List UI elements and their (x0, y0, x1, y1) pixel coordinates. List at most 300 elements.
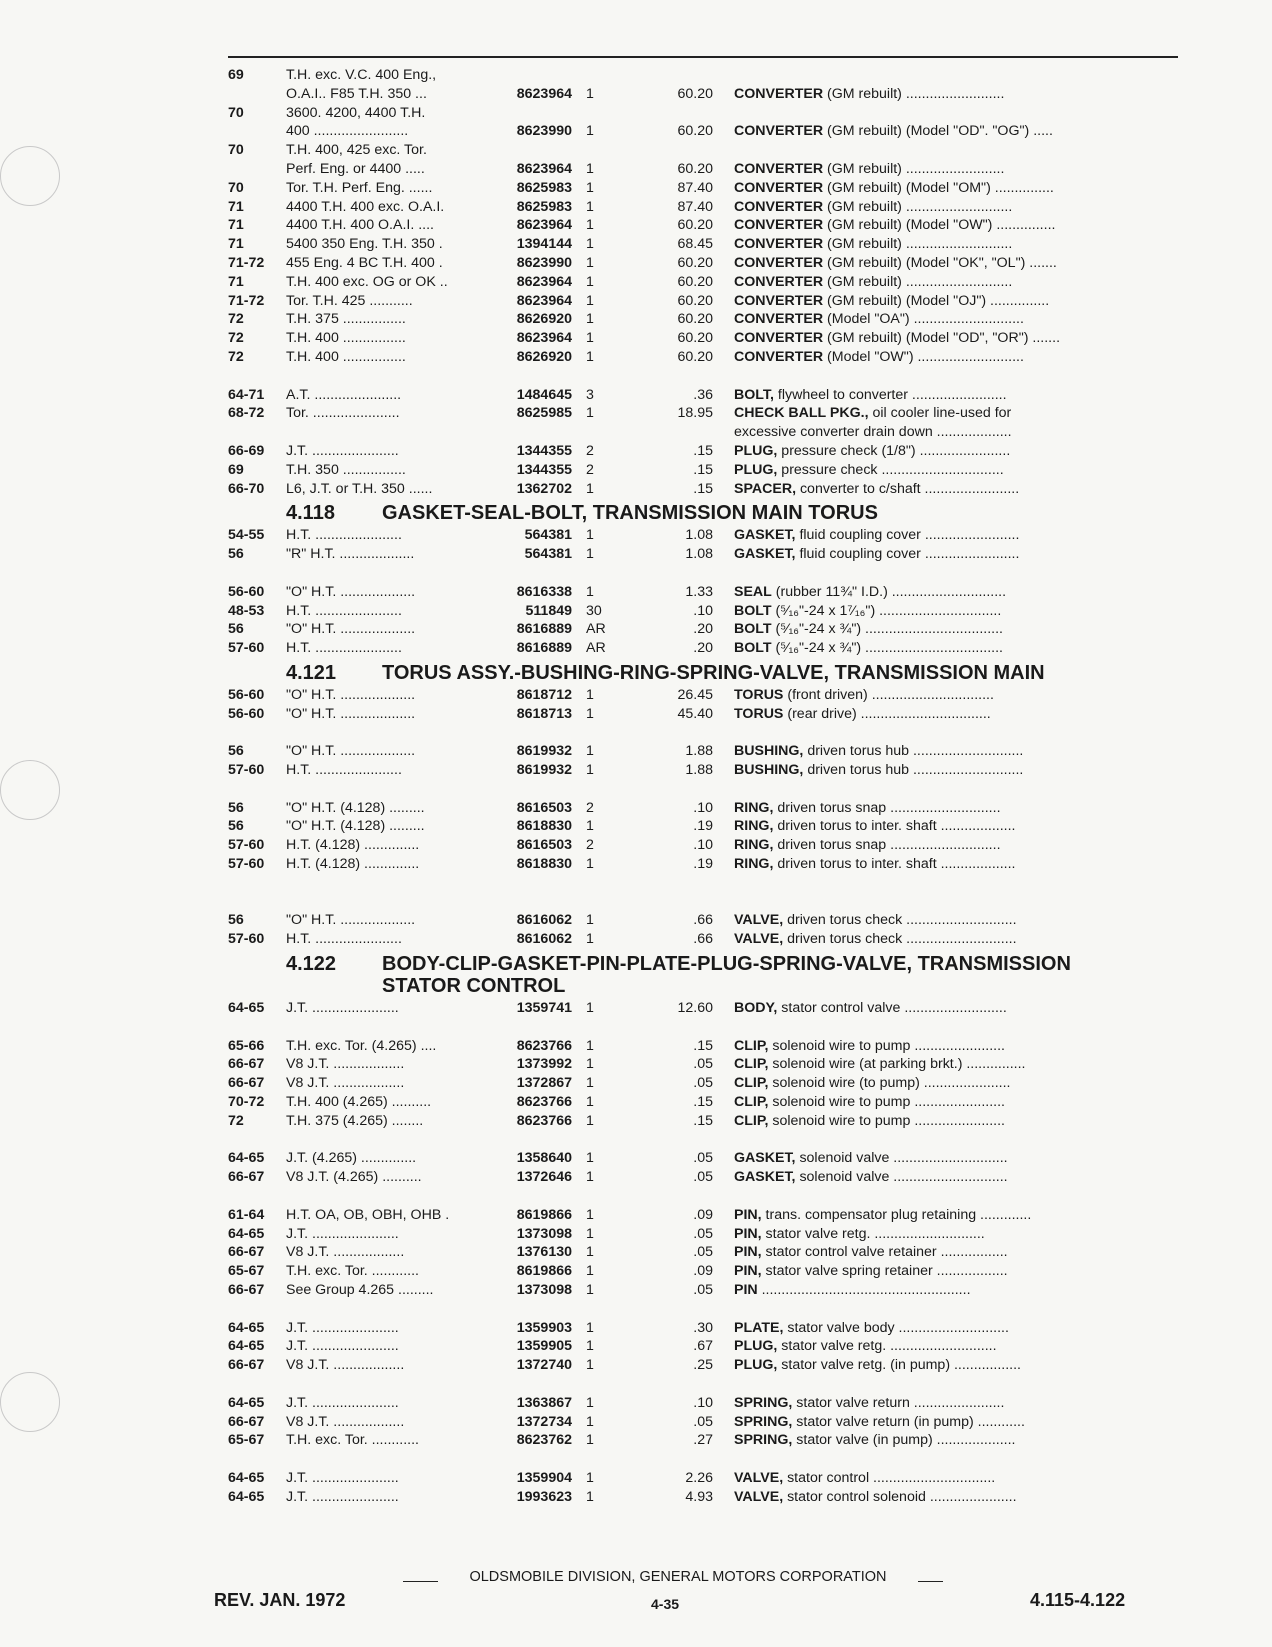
quantity: 1 (586, 1394, 594, 1411)
part-name: BOLT, (734, 386, 774, 403)
application: V8 J.T. .................. (286, 1056, 405, 1073)
description (734, 620, 1178, 639)
part-number: 8616338 (516, 583, 572, 600)
part-row (228, 799, 1178, 818)
part-detail: (⁵⁄₁₆"-24 x 1⁷⁄₁₆") ............................... (771, 602, 1002, 619)
part-row (228, 930, 1178, 949)
part-number: 1344355 (516, 442, 572, 459)
application: Perf. Eng. or 4400 ..... (286, 160, 425, 177)
quantity: 2 (586, 837, 594, 854)
description (734, 1243, 1178, 1262)
part-detail: (rubber 11¾" I.D.) ............................. (771, 583, 1007, 600)
part-detail: stator control solenoid ...................... (783, 1488, 1017, 1505)
model-year: 66-67 (228, 1282, 265, 1299)
spacer (228, 1375, 1178, 1394)
model-year: 70 (228, 104, 244, 121)
price: 87.40 (677, 179, 713, 196)
quantity: 1 (586, 1282, 594, 1299)
model-year: 66-67 (228, 1056, 265, 1073)
part-number: 8616889 (516, 640, 572, 657)
model-year: 71-72 (228, 254, 265, 271)
part-number: 1993623 (516, 1488, 572, 1505)
part-number: 1363867 (516, 1394, 572, 1411)
description (734, 1112, 1178, 1131)
part-detail: stator valve retg. (in pump) ................. (777, 1357, 1021, 1374)
application: "O" H.T. ................... (286, 705, 416, 722)
price: .05 (693, 1056, 713, 1073)
application: V8 J.T. .................. (286, 1244, 405, 1261)
part-detail: solenoid wire to pump ....................... (768, 1094, 1005, 1111)
application: Tor. ...................... (286, 405, 400, 422)
description (734, 160, 1178, 179)
section-heading (228, 502, 1178, 524)
part-name: CONVERTER (734, 348, 824, 365)
part-row (228, 761, 1178, 780)
quantity: 1 (586, 1357, 594, 1374)
quantity: 30 (586, 602, 602, 619)
application: A.T. ...................... (286, 386, 402, 403)
part-name: CONVERTER (734, 273, 824, 290)
model-year: 71 (228, 273, 244, 290)
description (734, 254, 1178, 273)
quantity: 1 (586, 348, 594, 365)
price: 18.95 (677, 405, 713, 422)
model-year: 64-65 (228, 1150, 265, 1167)
application: T.H. 400, 425 exc. Tor. (286, 142, 427, 159)
application: J.T. (4.265) .............. (286, 1150, 417, 1167)
part-name: SPRING, (734, 1432, 793, 1449)
part-detail: fluid coupling cover ........................ (795, 546, 1020, 563)
description (734, 348, 1178, 367)
application: T.H. 400 exc. OG or OK .. (286, 273, 448, 290)
binder-hole (0, 760, 60, 820)
description (734, 1037, 1178, 1056)
part-row (228, 705, 1178, 724)
part-detail: (GM rebuilt) (Model "OM") ............... (823, 179, 1054, 196)
application: "O" H.T. ................... (286, 912, 416, 929)
description (734, 1168, 1178, 1187)
part-name: GASKET, (734, 1169, 796, 1186)
part-detail: driven torus snap ............................ (773, 799, 1001, 816)
part-name: BUSHING, (734, 743, 804, 760)
part-number: 8618830 (516, 856, 572, 873)
price: .66 (693, 931, 713, 948)
description (734, 386, 1178, 405)
part-name: CONVERTER (734, 292, 824, 309)
quantity: 1 (586, 856, 594, 873)
description (734, 292, 1178, 311)
quantity: AR (586, 640, 606, 657)
price: 87.40 (677, 198, 713, 215)
part-row (228, 1225, 1178, 1244)
price: .15 (693, 1094, 713, 1111)
application: T.H. 400 (4.265) .......... (286, 1094, 432, 1111)
quantity: 1 (586, 686, 594, 703)
model-year: 71 (228, 217, 244, 234)
application: J.T. ...................... (286, 1488, 399, 1505)
quantity: 1 (586, 705, 594, 722)
part-row (228, 423, 1178, 442)
spacer (228, 367, 1178, 386)
description (734, 1281, 1178, 1300)
part-name: RING, (734, 837, 774, 854)
description (734, 198, 1178, 217)
description (734, 686, 1178, 705)
part-detail: solenoid valve ............................. (795, 1169, 1008, 1186)
part-name: VALVE, (734, 1488, 784, 1505)
footer-corporation (228, 1569, 1178, 1589)
part-detail: (GM rebuilt) (Model "OK", "OL") ....... (823, 254, 1057, 271)
part-row (228, 1112, 1178, 1131)
model-year: 56 (228, 799, 244, 816)
quantity: 1 (586, 1037, 594, 1054)
model-year: 57-60 (228, 931, 265, 948)
part-name: BOLT (734, 621, 772, 638)
model-year: 65-67 (228, 1263, 265, 1280)
description (734, 85, 1178, 104)
model-year: 56 (228, 546, 244, 563)
quantity: 1 (586, 1225, 594, 1242)
part-row (228, 742, 1178, 761)
quantity: 1 (586, 1000, 594, 1017)
part-detail: fluid coupling cover ........................ (795, 527, 1020, 544)
part-number: 8623990 (516, 254, 572, 271)
price: .19 (693, 818, 713, 835)
model-year: 68-72 (228, 405, 265, 422)
revision-date: REV. JAN. 1972 (214, 1590, 346, 1610)
part-detail: stator control ............................... (783, 1469, 996, 1486)
part-number: 1372867 (516, 1075, 572, 1092)
quantity: 1 (586, 1263, 594, 1280)
model-year: 72 (228, 311, 244, 328)
description (734, 602, 1178, 621)
part-detail: (GM rebuilt) (Model "OW") ............... (823, 217, 1056, 234)
part-name: PIN (734, 1282, 758, 1299)
part-number: 8623964 (516, 217, 572, 234)
part-number: 1359741 (516, 1000, 572, 1017)
part-name: BODY, (734, 1000, 778, 1017)
model-year: 72 (228, 330, 244, 347)
quantity: 1 (586, 330, 594, 347)
quantity: 2 (586, 442, 594, 459)
part-number: 8623990 (516, 123, 572, 140)
price: 60.20 (677, 85, 713, 102)
application: T.H. exc. Tor. (4.265) .... (286, 1037, 437, 1054)
price: .15 (693, 1112, 713, 1129)
model-year: 54-55 (228, 527, 265, 544)
part-detail: solenoid valve ............................. (795, 1150, 1008, 1167)
model-year: 56 (228, 912, 244, 929)
quantity: 1 (586, 546, 594, 563)
model-year: 66-67 (228, 1413, 265, 1430)
model-year: 66-67 (228, 1169, 265, 1186)
model-year: 64-65 (228, 1469, 265, 1486)
part-row (228, 1337, 1178, 1356)
part-name: CONVERTER (734, 330, 824, 347)
top-rule (228, 56, 1178, 58)
part-row (228, 1469, 1178, 1488)
part-detail: driven torus check ............................ (783, 912, 1017, 929)
model-year: 64-65 (228, 1394, 265, 1411)
model-year: 64-65 (228, 1488, 265, 1505)
model-year: 66-69 (228, 442, 265, 459)
part-number: 8623766 (516, 1037, 572, 1054)
model-year: 48-53 (228, 602, 265, 619)
part-name: VALVE, (734, 931, 784, 948)
quantity: 1 (586, 273, 594, 290)
part-number: 8619866 (516, 1206, 572, 1223)
part-name: CONVERTER (734, 179, 824, 196)
application: J.T. ...................... (286, 1000, 399, 1017)
part-detail: (GM rebuilt) (Model "OJ") ............... (823, 292, 1050, 309)
description (734, 1488, 1178, 1507)
part-number: 8616062 (516, 931, 572, 948)
price: 60.20 (677, 348, 713, 365)
section-heading (228, 953, 1178, 997)
part-name: PIN, (734, 1206, 762, 1223)
part-name: TORUS (734, 686, 784, 703)
application: "O" H.T. ................... (286, 621, 416, 638)
part-detail: solenoid wire to pump ....................... (768, 1037, 1005, 1054)
model-year: 66-67 (228, 1244, 265, 1261)
quantity: 1 (586, 311, 594, 328)
part-row (228, 273, 1178, 292)
part-number: 8623964 (516, 273, 572, 290)
part-number: 1376130 (516, 1244, 572, 1261)
part-detail: (rear drive) ................................. (783, 705, 991, 722)
part-detail: stator valve body ............................ (783, 1319, 1009, 1336)
part-number: 8619932 (516, 743, 572, 760)
application: "O" H.T. ................... (286, 583, 416, 600)
part-detail: driven torus check ............................ (783, 931, 1017, 948)
section-title: GASKET-SEAL-BOLT, TRANSMISSION MAIN TORUS (382, 502, 878, 525)
part-row (228, 122, 1178, 141)
description (734, 911, 1178, 930)
part-row (228, 911, 1178, 930)
part-detail: driven torus hub ............................ (803, 762, 1024, 779)
section-title: TORUS ASSY.-BUSHING-RING-SPRING-VALVE, TRANSMISSION MAIN (382, 661, 1045, 684)
part-row (228, 1243, 1178, 1262)
part-number: 8623964 (516, 292, 572, 309)
price: .20 (693, 640, 713, 657)
model-year: 72 (228, 1112, 244, 1129)
section-number: 4.121 (286, 661, 337, 684)
part-name: BOLT (734, 640, 772, 657)
quantity: 1 (586, 1432, 594, 1449)
application: Tor. T.H. 425 ........... (286, 292, 413, 309)
application: J.T. ...................... (286, 1225, 399, 1242)
part-row (228, 1093, 1178, 1112)
description (734, 329, 1178, 348)
description (734, 480, 1178, 499)
application: V8 J.T. .................. (286, 1413, 405, 1430)
price: .27 (693, 1432, 713, 1449)
part-number: 8623964 (516, 85, 572, 102)
spacer (228, 1018, 1178, 1037)
price: .19 (693, 856, 713, 873)
price: .05 (693, 1225, 713, 1242)
quantity: 2 (586, 799, 594, 816)
description (734, 461, 1178, 480)
part-name: RING, (734, 856, 774, 873)
description (734, 1469, 1178, 1488)
quantity: 1 (586, 123, 594, 140)
part-detail: solenoid wire to pump ....................... (768, 1112, 1005, 1129)
description (734, 1337, 1178, 1356)
part-number: 8619866 (516, 1263, 572, 1280)
part-number: 1362702 (516, 480, 572, 497)
part-name: PLUG, (734, 461, 778, 478)
part-row (228, 855, 1178, 874)
part-detail: excessive converter drain down ................... (734, 424, 1012, 441)
quantity: 1 (586, 1413, 594, 1430)
part-name: CONVERTER (734, 123, 824, 140)
part-name: GASKET, (734, 546, 796, 563)
quantity: 1 (586, 1056, 594, 1073)
part-name: CONVERTER (734, 311, 824, 328)
application: H.T. (4.128) .............. (286, 856, 420, 873)
spacer (228, 1450, 1178, 1469)
part-detail: solenoid wire (to pump) ...................... (768, 1075, 1011, 1092)
description (734, 817, 1178, 836)
part-row (228, 1394, 1178, 1413)
part-detail: (Model "OW") ........................... (823, 348, 1024, 365)
quantity: 1 (586, 179, 594, 196)
part-detail: pressure check ............................... (777, 461, 1004, 478)
spacer (228, 564, 1178, 583)
quantity: 1 (586, 480, 594, 497)
part-row (228, 85, 1178, 104)
application: T.H. 350 ................ (286, 461, 406, 478)
description (734, 930, 1178, 949)
part-number: 8616503 (516, 799, 572, 816)
description (734, 404, 1178, 423)
description (734, 761, 1178, 780)
quantity: 1 (586, 405, 594, 422)
model-year: 61-64 (228, 1206, 265, 1223)
spacer (228, 724, 1178, 743)
part-row (228, 329, 1178, 348)
part-number: 8616889 (516, 621, 572, 638)
part-row (228, 386, 1178, 405)
application: J.T. ...................... (286, 1338, 399, 1355)
part-name: CONVERTER (734, 217, 824, 234)
application: "R" H.T. ................... (286, 546, 415, 563)
part-name: CONVERTER (734, 254, 824, 271)
part-name: CLIP, (734, 1056, 769, 1073)
quantity: 1 (586, 931, 594, 948)
quantity: 1 (586, 527, 594, 544)
part-name: PIN, (734, 1225, 762, 1242)
part-number: 1358640 (516, 1150, 572, 1167)
description (734, 1206, 1178, 1225)
part-row (228, 999, 1178, 1018)
price: 60.20 (677, 217, 713, 234)
price: .05 (693, 1244, 713, 1261)
model-year: 64-65 (228, 1225, 265, 1242)
description (734, 639, 1178, 658)
application: H.T. ...................... (286, 640, 402, 657)
part-row (228, 1431, 1178, 1450)
description (734, 855, 1178, 874)
part-row (228, 836, 1178, 855)
price: .05 (693, 1413, 713, 1430)
part-detail: (GM rebuilt) (Model "OD". "OG") ..... (823, 123, 1053, 140)
price: .15 (693, 480, 713, 497)
part-detail: (GM rebuilt) ......................... (823, 160, 1005, 177)
application: T.H. 375 (4.265) ........ (286, 1112, 424, 1129)
application: H.T. ...................... (286, 527, 402, 544)
price: .25 (693, 1357, 713, 1374)
quantity: 1 (586, 1319, 594, 1336)
application: J.T. ...................... (286, 1469, 399, 1486)
price: .15 (693, 1037, 713, 1054)
model-year: 69 (228, 461, 244, 478)
part-detail: driven torus hub ............................ (803, 743, 1024, 760)
part-detail: pressure check (1/8") ....................... (777, 442, 1011, 459)
part-row (228, 141, 1178, 160)
part-number: 1484645 (516, 386, 572, 403)
description (734, 1394, 1178, 1413)
part-row (228, 310, 1178, 329)
model-year: 65-67 (228, 1432, 265, 1449)
part-row (228, 348, 1178, 367)
description (734, 526, 1178, 545)
part-detail: stator valve return ....................... (792, 1394, 1005, 1411)
price: .66 (693, 912, 713, 929)
part-name: CLIP, (734, 1094, 769, 1111)
application: 455 Eng. 4 BC T.H. 400 . (286, 254, 443, 271)
quantity: 1 (586, 1094, 594, 1111)
part-row (228, 602, 1178, 621)
part-detail: solenoid wire (at parking brkt.) ............... (768, 1056, 1026, 1073)
parts-listing (228, 66, 1178, 1507)
model-year: 64-71 (228, 386, 265, 403)
price: 60.20 (677, 311, 713, 328)
part-number: 1372734 (516, 1413, 572, 1430)
model-year: 72 (228, 348, 244, 365)
part-number: 1372740 (516, 1357, 572, 1374)
part-number: 564381 (524, 527, 572, 544)
price: 1.08 (685, 546, 713, 563)
spacer (228, 780, 1178, 799)
group-range: 4.115-4.122 (1030, 1590, 1126, 1610)
quantity: 1 (586, 85, 594, 102)
price: 4.93 (685, 1488, 713, 1505)
part-number: 1359903 (516, 1319, 572, 1336)
part-number: 1344355 (516, 461, 572, 478)
price: 60.20 (677, 123, 713, 140)
part-row (228, 817, 1178, 836)
application: O.A.I.. F85 T.H. 350 ... (286, 85, 427, 102)
application: T.H. exc. Tor. ............ (286, 1432, 419, 1449)
part-row (228, 1055, 1178, 1074)
part-row (228, 1149, 1178, 1168)
part-number: 1359905 (516, 1338, 572, 1355)
model-year: 64-65 (228, 1000, 265, 1017)
model-year: 56-60 (228, 705, 265, 722)
part-row (228, 216, 1178, 235)
part-name: SPACER, (734, 480, 797, 497)
description (734, 1356, 1178, 1375)
quantity: 1 (586, 254, 594, 271)
part-name: RING, (734, 799, 774, 816)
price: 60.20 (677, 330, 713, 347)
page-number: 4-35 (651, 1596, 680, 1612)
part-name: SPRING, (734, 1413, 793, 1430)
part-number: 8623964 (516, 330, 572, 347)
part-number: 8623766 (516, 1112, 572, 1129)
